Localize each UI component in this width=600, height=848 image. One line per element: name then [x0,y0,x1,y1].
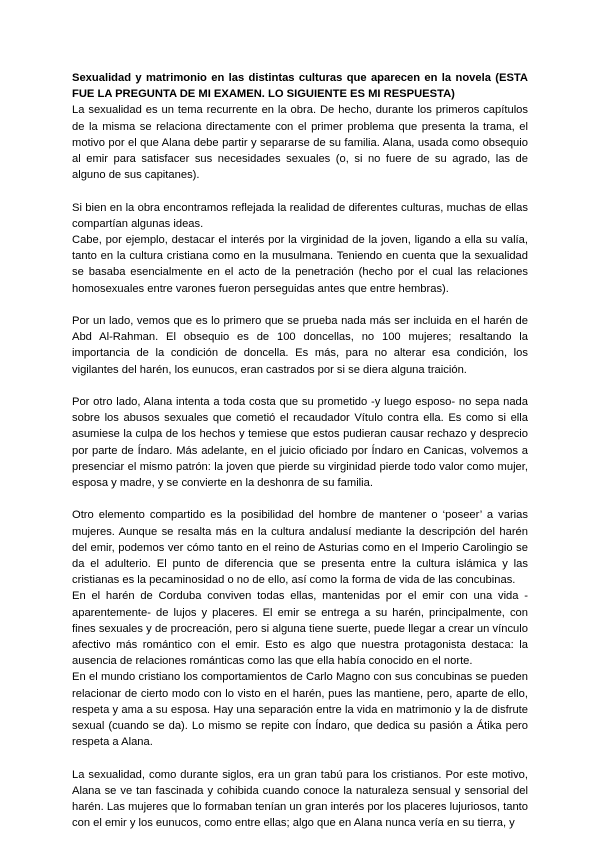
paragraph: En el mundo cristiano los comportamientos de Carlo Magno con sus concubinas se pueden relacionar de cierto modo con lo visto en el harén, pues las mantiene, pero, aparte de ello, respeta y ama a su esposa. Hay una separación entre la vida en matrimonio y la de disfrute sexual (cuando se da). Lo mismo se repite con Índaro, que dedica su pasión a Átika pero respeta a Alana. [72,671,528,749]
paragraph: Si bien en la obra encontramos reflejada la realidad de diferentes culturas, muchas de ellas compartían algunas ideas. [72,201,528,230]
paragraph: La sexualidad es un tema recurrente en la obra. De hecho, durante los primeros capítulos de la misma se relaciona directamente con el primer problema que presenta la trama, el motivo por el que Alana debe partir y separarse de su familia. Alana, usada como obsequio al emir para satisfacer sus necesidades sexuales (o, si no fuere de su agrado, las de alguno de sus capitanes). [72,104,528,182]
paragraph: Otro elemento compartido es la posibilidad del hombre de mantener o ‘poseer’ a varias mujeres. Aunque se resalta más en la cultura andalusí mediante la descripción del harén del emir, podemos ver cómo tanto en el reino de Asturias como en el Imperio Carolingio se da el adulterio. El punto de diferencia que se presenta entre la cultura islámica y las cristianas es la pecaminosidad o no de ello, así como la forma de vida de las concubinas. [72,509,528,587]
document-title: Sexualidad y matrimonio en las distintas culturas que aparecen en la novela (ESTA FUE LA PREGUNTA DE MI EXAMEN. LO SIGUIENTE ES MI RESPUESTA) [72,72,528,101]
paragraph-gap [72,491,528,507]
paragraph-gap [72,183,528,199]
paragraph: Por un lado, vemos que es lo primero que se prueba nada más ser incluida en el harén de Abd Al-Rahman. El obsequio es de 100 doncellas, no 100 mujeres; resaltando la importancia de la condición de doncella. Es más, para no alterar esa condición, los vigilantes del harén, los eunucos, eran castrados por si se diera alguna traición. [72,315,528,376]
paragraph: Cabe, por ejemplo, destacar el interés por la virginidad de la joven, ligando a ella su valía, tanto en la cultura cristiana como en la musulmana. Teniendo en cuenta que la sexualidad se basaba esencialmente en el acto de la penetración (hecho por el cual las relaciones homosexuales entre varones fueron perseguidas antes que entre hembras). [72,234,528,295]
paragraph: La sexualidad, como durante siglos, era un gran tabú para los cristianos. Por este motivo, Alana se ve tan fascinada y cohibida cuando conoce la naturaleza sensual y sensorial del harén. Las mujeres que lo formaban tenían un gran interés por los placeres lujuriosos, tanto con el emir y los eunucos, como entre ellas; algo que en Alana nunca vería en su tierra, y [72,768,528,830]
paragraph-gap [72,378,528,394]
paragraph-gap [72,297,528,313]
paragraph-gap [72,750,528,766]
paragraph: En el harén de Corduba conviven todas ellas, mantenidas por el emir con una vida -aparentemente- de lujos y placeres. El emir se entrega a su harén, principalmente, con fines sexuales y de procreación, pero si alguna tiene suerte, puede llegar a crear un vínculo afectivo más romántico con el emir. Esto es algo que nuestra protagonista destaca: la ausencia de relaciones románticas como las que ella había conocido en el norte. [72,590,528,668]
paragraph: Por otro lado, Alana intenta a toda costa que su prometido -y luego esposo- no sepa nada sobre los abusos sexuales que cometió el recaudador Vítulo contra ella. Es como si ella asumiese la culpa de los hechos y temiese que estos pudieran causar rechazo y desprecio por parte de Índaro. Más adelante, en el juicio oficiado por Índaro en Canicas, volvemos a presenciar el mismo patrón: la joven que pierde su virginidad pierde todo valor como mujer, esposa y madre, y se convierte en la deshonra de su familia. [72,396,528,490]
